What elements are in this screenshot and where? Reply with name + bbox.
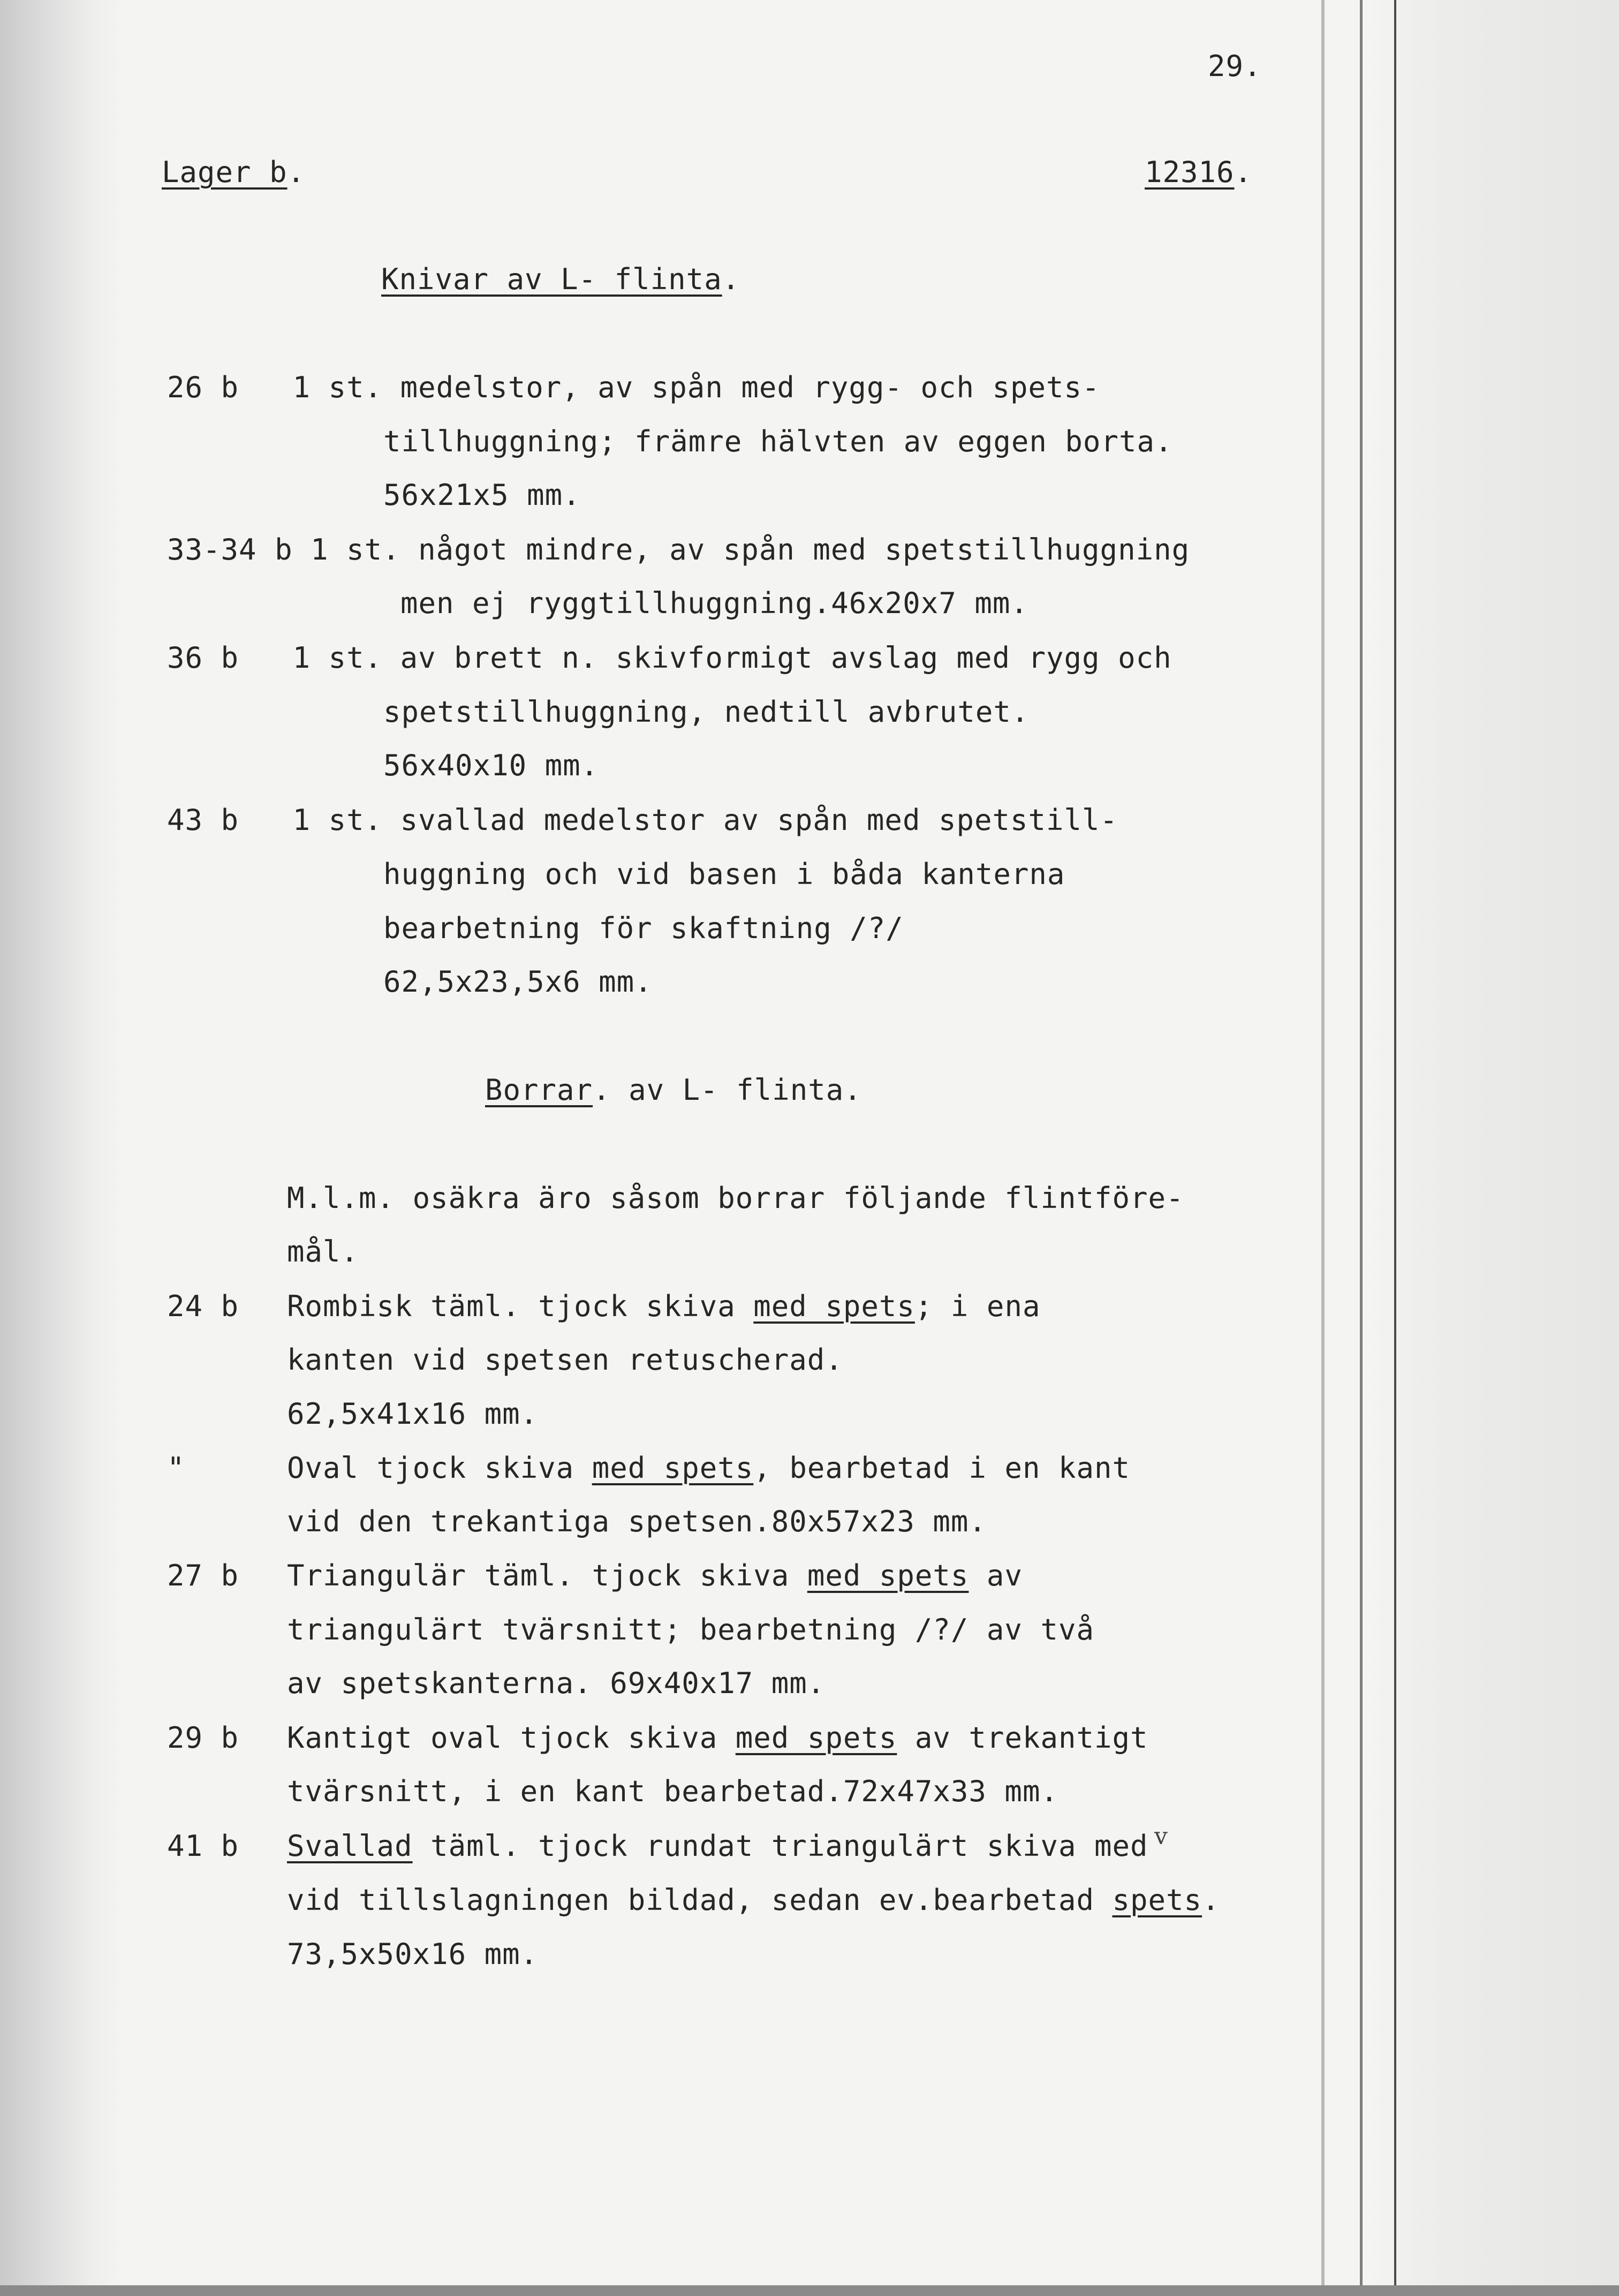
knife-entry-line: 56x40x10 mm. bbox=[383, 749, 599, 782]
entry-text: Rombisk täml. tjock skiva bbox=[287, 1289, 754, 1323]
knife-entry-line: 56x21x5 mm. bbox=[383, 478, 581, 512]
binding-edge-line bbox=[1360, 0, 1363, 2296]
margin-check-mark: v bbox=[1154, 1823, 1168, 1850]
catalog-number bbox=[1145, 156, 1252, 188]
entry-underlined-text: med spets bbox=[735, 1721, 897, 1755]
borrar-entry-line bbox=[287, 1560, 1023, 1592]
borrar-entry-line: 62,5x41x16 mm. bbox=[287, 1397, 539, 1431]
section-heading-knivar bbox=[381, 263, 740, 296]
borrar-entry-line bbox=[287, 1884, 1220, 1916]
entry-text: . bbox=[1202, 1883, 1220, 1917]
entry-number: 27 b bbox=[167, 1559, 239, 1592]
entry-underlined-text: med spets bbox=[592, 1451, 754, 1485]
entry-underlined-text: med spets bbox=[753, 1289, 915, 1323]
entry-text: vid tillslagningen bildad, sedan ev.bearbetad bbox=[287, 1883, 1113, 1917]
borrar-entry-line: triangulärt tvärsnitt; bearbetning /?/ av två bbox=[287, 1613, 1094, 1647]
entry-underlined-text: med spets bbox=[807, 1559, 969, 1592]
knife-entry-line: huggning och vid basen i båda kanterna bbox=[383, 857, 1065, 891]
borrar-entry-line: av spetskanterna. 69x40x17 mm. bbox=[287, 1666, 826, 1700]
knife-entry-line: 43 b 1 st. svallad medelstor av spån med spetstill- bbox=[167, 803, 1118, 837]
borrar-entry-line bbox=[287, 1830, 1148, 1862]
borrar-entry-line bbox=[287, 1722, 1148, 1754]
page-shadow-right bbox=[1367, 0, 1619, 2296]
entry-number: 41 b bbox=[167, 1829, 239, 1863]
page-number: 29. bbox=[1208, 49, 1262, 83]
binding-edge-line bbox=[1394, 0, 1396, 2296]
entry-text: täml. tjock rundat triangulärt skiva med bbox=[412, 1829, 1148, 1863]
layer-label bbox=[162, 156, 305, 188]
section-heading-knivar-text: Knivar av L- flinta bbox=[381, 262, 722, 296]
entry-underlined-text: spets bbox=[1112, 1883, 1202, 1917]
entry-number: 24 b bbox=[167, 1289, 239, 1323]
knife-entry-line: 36 b 1 st. av brett n. skivformigt avslag med rygg och bbox=[167, 641, 1172, 675]
entry-underlined-text: Svallad bbox=[287, 1829, 413, 1863]
layer-label-suffix: . bbox=[287, 155, 306, 189]
knife-entry-line: tillhuggning; främre hälvten av eggen borta. bbox=[383, 425, 1173, 458]
borrar-intro-line: M.l.m. osäkra äro såsom borrar följande flintföre- bbox=[287, 1181, 1184, 1215]
entry-number: 29 b bbox=[167, 1721, 239, 1755]
section-heading-knivar-suffix: . bbox=[722, 262, 740, 296]
entry-text: av bbox=[969, 1559, 1023, 1592]
knife-entry-line: 62,5x23,5x6 mm. bbox=[383, 965, 653, 999]
section-heading-borrar-rest: . av L- flinta. bbox=[593, 1073, 862, 1107]
layer-label-text: Lager b bbox=[162, 155, 288, 189]
borrar-entry-line: kanten vid spetsen retuscherad. bbox=[287, 1343, 843, 1377]
ditto-mark: " bbox=[167, 1451, 185, 1485]
catalog-number-text: 12316 bbox=[1145, 155, 1235, 189]
page-shadow-left bbox=[0, 0, 123, 2296]
borrar-intro-line: mål. bbox=[287, 1235, 359, 1268]
borrar-entry-line bbox=[287, 1452, 1130, 1484]
borrar-entry-line: vid den trekantiga spetsen.80x57x23 mm. bbox=[287, 1505, 987, 1538]
entry-text: Oval tjock skiva bbox=[287, 1451, 592, 1485]
section-heading-borrar bbox=[485, 1074, 862, 1106]
catalog-number-suffix: . bbox=[1234, 155, 1253, 189]
borrar-entry-line: tvärsnitt, i en kant bearbetad.72x47x33 mm. bbox=[287, 1774, 1058, 1808]
entry-text: av trekantigt bbox=[897, 1721, 1148, 1755]
entry-text: ; i ena bbox=[914, 1289, 1041, 1323]
entry-text: Kantigt oval tjock skiva bbox=[287, 1721, 736, 1755]
entry-text: Triangulär täml. tjock skiva bbox=[287, 1559, 807, 1592]
page-bottom-edge bbox=[0, 2285, 1619, 2296]
knife-entry-line: 26 b 1 st. medelstor, av spån med rygg- och spets- bbox=[167, 371, 1100, 404]
knife-entry-line: spetstillhuggning, nedtill avbrutet. bbox=[383, 695, 1030, 729]
entry-text: , bearbetad i en kant bbox=[753, 1451, 1131, 1485]
knife-entry-line: bearbetning för skaftning /?/ bbox=[383, 911, 904, 945]
knife-entry-line: men ej ryggtillhuggning.46x20x7 mm. bbox=[400, 586, 1028, 620]
binding-edge-line bbox=[1321, 0, 1325, 2296]
borrar-entry-line bbox=[287, 1290, 1040, 1323]
section-heading-borrar-text: Borrar bbox=[485, 1073, 593, 1107]
borrar-entry-line: 73,5x50x16 mm. bbox=[287, 1937, 539, 1971]
knife-entry-line: 33-34 b 1 st. något mindre, av spån med spetstillhuggning bbox=[167, 533, 1190, 567]
